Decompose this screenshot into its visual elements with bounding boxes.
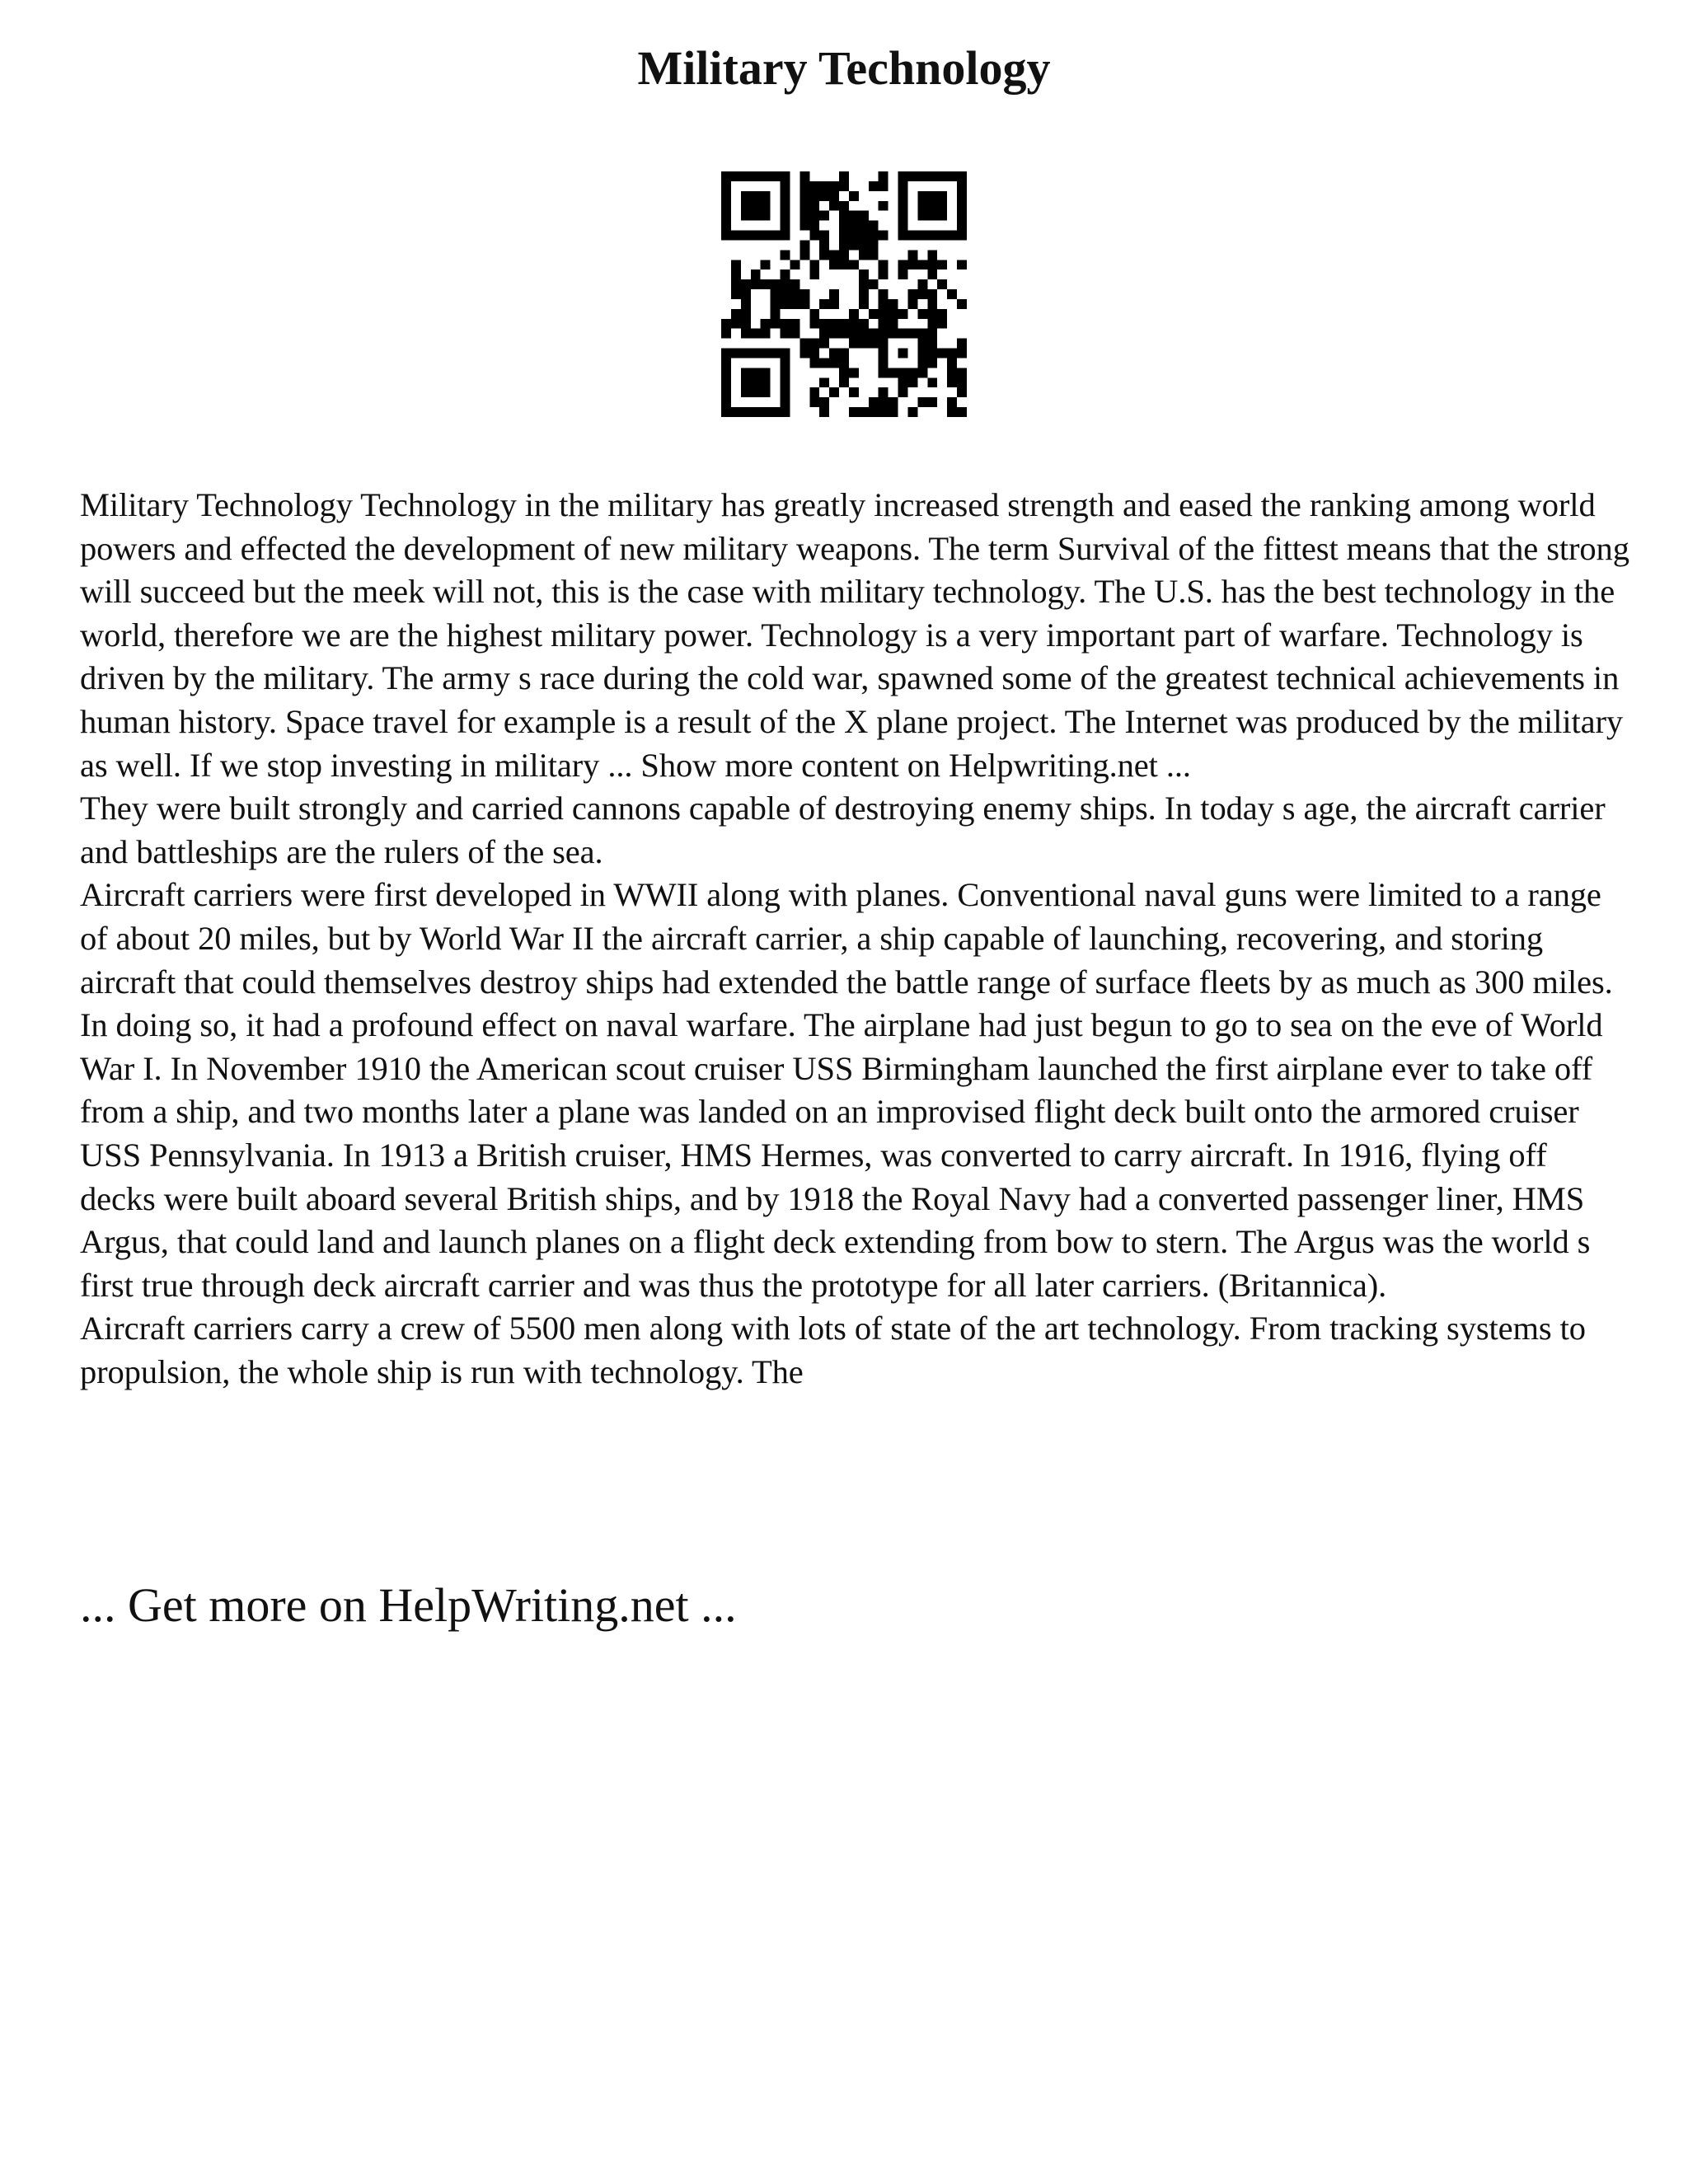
article-body <box>80 484 1629 1394</box>
paragraph-4: Aircraft carriers carry a crew of 5500 men along with lots of state of the art technology. From tracking systems to propulsion, the whole ship is run with technology. The <box>80 1310 1586 1390</box>
paragraph-1: Military Technology Technology in the military has greatly increased strength and eased the ranking among world powers and effected the development of new military weapons. The term Survival of the fittest means that the strong will succeed but the meek will not, this is the case with military technology. The U.S. has the best technology in the world, therefore we are the highest military power. Technology is a very important part of warfare. Technology is driven by the military. The army s race during the cold war, spawned some of the greatest technical achievements in human history. Space travel for example is a result of the X plane project. The Internet was produced by the military as well. If we stop investing in military ... Show more content on Helpwriting.net ... <box>80 486 1629 784</box>
page-title: Military Technology <box>637 41 1051 95</box>
paragraph-3: Aircraft carriers were first developed in WWII along with planes. Conventional naval guns were limited to a range of about 20 miles, but by World War II the aircraft carrier, a ship capable of launching, recovering, and storing aircraft that could themselves destroy ships had extended the battle range of surface fleets by as much as 300 miles. In doing so, it had a profound effect on naval warfare. The airplane had just begun to go to sea on the eve of World War I. In November 1910 the American scout cruiser USS Birmingham launched the first airplane ever to take off from a ship, and two months later a plane was landed on an improvised flight deck built onto the armored cruiser USS Pennsylvania. In 1913 a British cruiser, HMS Hermes, was converted to carry aircraft. In 1916, flying off decks were built aboard several British ships, and by 1918 the Royal Navy had a converted passenger liner, HMS Argus, that could land and launch planes on a flight deck extending from bow to stern. The Argus was the world s first true through deck aircraft carrier and was thus the prototype for all later carriers. (Britannica). <box>80 876 1613 1304</box>
get-more-link[interactable]: ... Get more on HelpWriting.net ... <box>80 1578 737 1632</box>
qr-code-icon <box>721 171 967 417</box>
paragraph-2: They were built strongly and carried cannons capable of destroying enemy ships. In today s age, the aircraft carrier and battleships are the rulers of the sea. <box>80 790 1606 870</box>
